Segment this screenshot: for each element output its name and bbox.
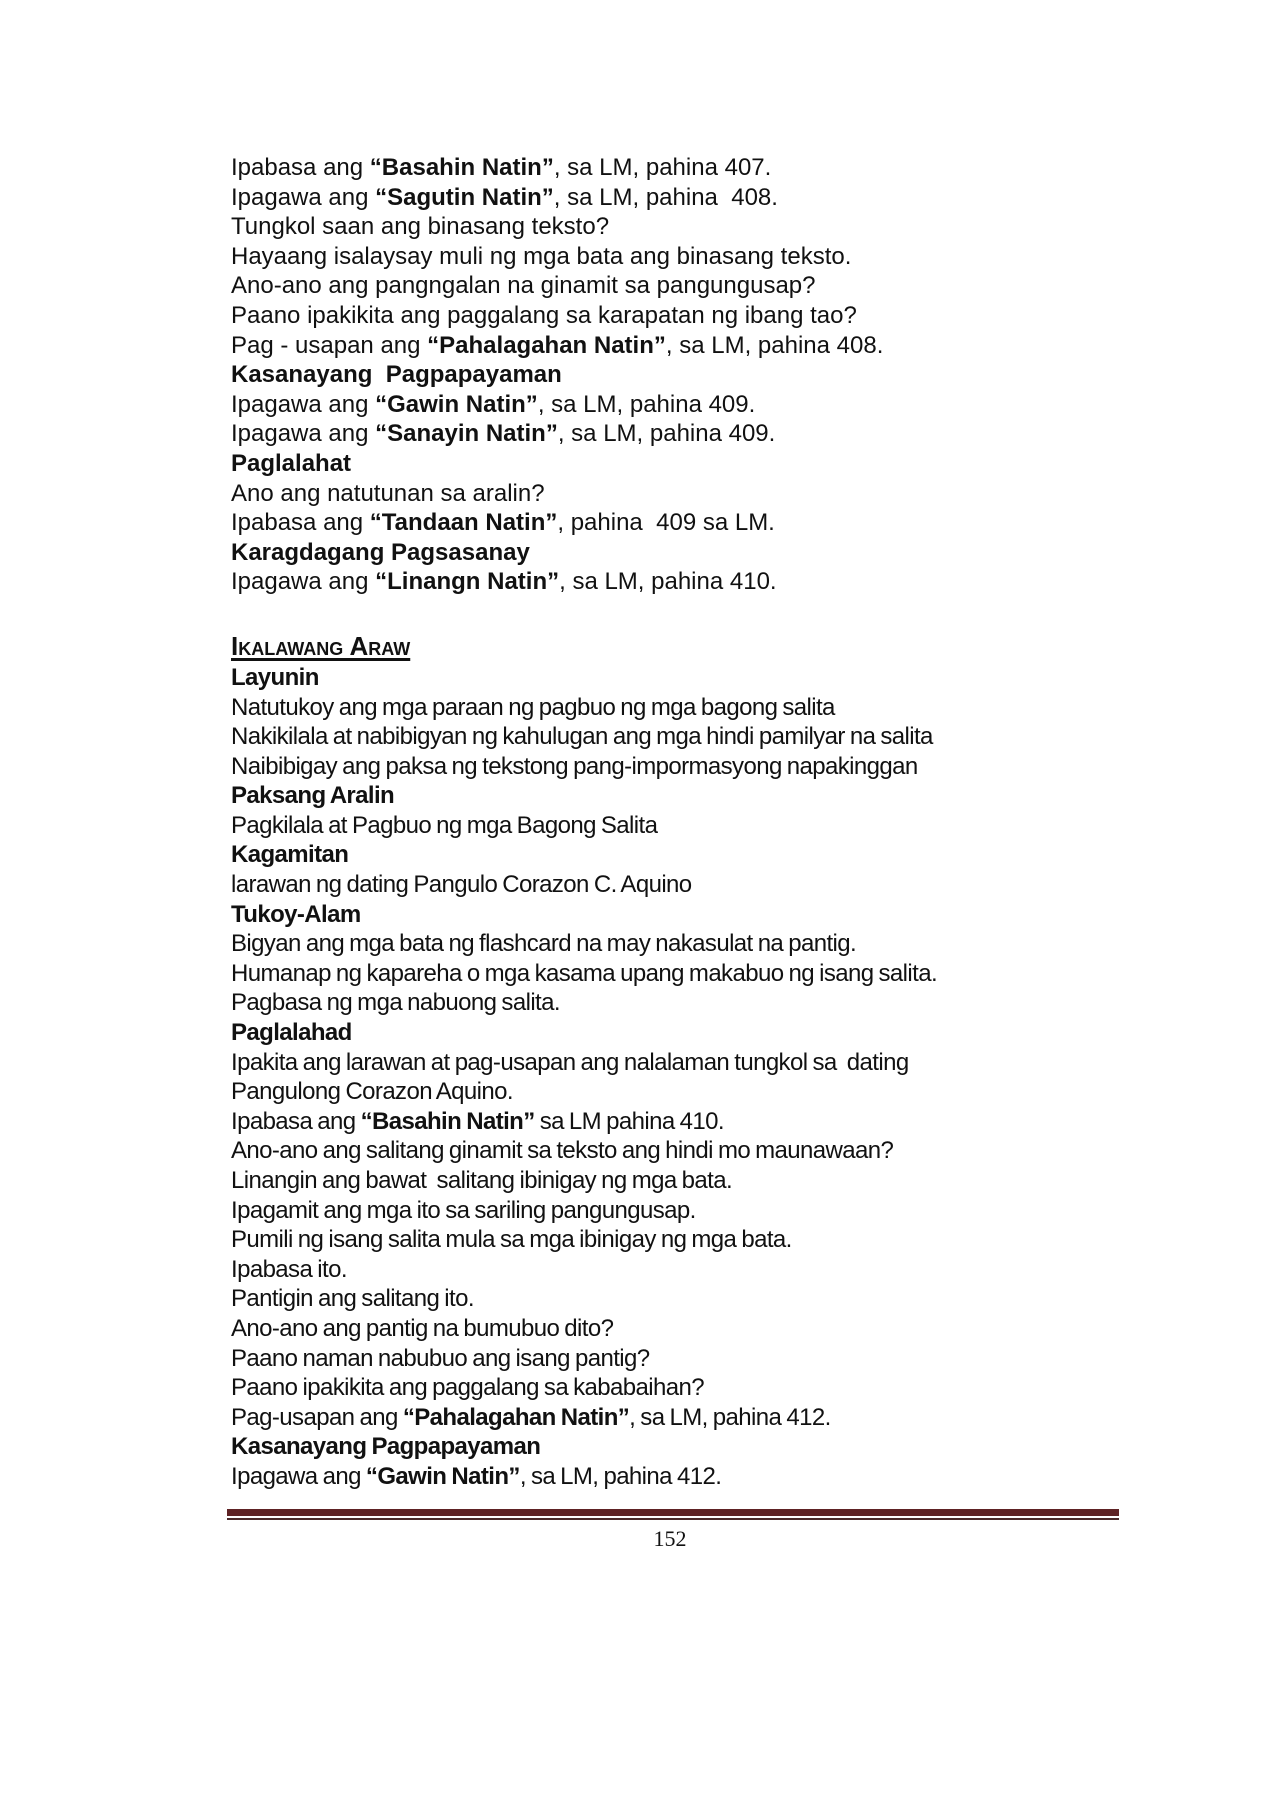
lm-section-reference: “Linangn Natin”	[375, 568, 560, 596]
line-text: Ano-ano ang salitang ginamit sa teksto ang hindi mo maunawaan?	[231, 1137, 894, 1165]
text-line	[231, 1077, 1131, 1107]
lm-section-reference: “Gawin Natin”	[365, 1462, 520, 1490]
line-text: Kasanayang Pagpapayaman	[231, 1433, 541, 1461]
text-line	[231, 271, 1131, 301]
page-content	[231, 153, 1131, 1492]
line-text: Naibibigay ang paksa ng tekstong pang-impormasyong napakinggan	[231, 752, 918, 780]
line-text: Pagbasa ng mga nabuong salita.	[231, 989, 560, 1017]
line-text: Karagdagang Pagsasanay	[231, 538, 530, 566]
text-line	[231, 1166, 1131, 1196]
text-line	[231, 1284, 1131, 1314]
line-text: Ano ang natutunan sa aralin?	[231, 479, 545, 507]
line-text: Paglalahat	[231, 449, 352, 477]
line-text: Linangin ang bawat salitang ibinigay ng mga bata.	[231, 1167, 733, 1194]
subheading	[231, 1432, 1131, 1462]
line-text: Hayaang isalaysay muli ng mga bata ang binasang teksto.	[231, 242, 852, 270]
text-line	[231, 1225, 1131, 1255]
line-text: Pagkilala at Pagbuo ng mga Bagong Salita	[231, 811, 658, 839]
subheading	[231, 840, 1131, 870]
line-text-suffix: , sa LM, pahina 412.	[629, 1403, 831, 1431]
line-text: Pag-usapan ang	[231, 1403, 403, 1431]
line-text-suffix: , sa LM, pahina 409.	[537, 390, 756, 418]
line-text-suffix: , sa LM, pahina 409.	[557, 420, 776, 448]
text-line	[231, 722, 1131, 752]
line-text: Ipagawa ang	[231, 420, 376, 448]
line-text-suffix: sa LM pahina 410.	[534, 1107, 724, 1135]
lm-section-reference: “Basahin Natin”	[360, 1107, 535, 1135]
page-number: 152	[653, 1526, 687, 1551]
line-text: Nakikilala at nabibigyan ng kahulugan ang mga hindi pamilyar na salita	[231, 723, 933, 751]
text-line	[231, 153, 1131, 183]
line-text: Pangulong Corazon Aquino.	[231, 1078, 513, 1106]
text-line	[231, 693, 1131, 723]
line-text: Ano-ano ang pangngalan na ginamit sa pangungusap?	[231, 272, 816, 300]
footer-rule-thick	[227, 1509, 1119, 1516]
subheading	[231, 538, 1131, 568]
line-text-suffix: , sa LM, pahina 410.	[559, 568, 777, 596]
line-text: Pag - usapan ang	[231, 331, 428, 359]
line-text: Tungkol saan ang binasang teksto?	[231, 213, 610, 241]
line-text: Ipagawa ang	[231, 390, 376, 418]
text-line	[231, 479, 1131, 509]
text-line	[231, 1403, 1131, 1433]
text-line	[231, 959, 1131, 989]
line-text: Kasanayang Pagpapayaman	[231, 361, 562, 389]
text-line	[231, 929, 1131, 959]
line-text: Ipabasa ang	[231, 1107, 361, 1135]
lm-section-reference: “Tandaan Natin”	[369, 509, 558, 537]
text-line	[231, 752, 1131, 782]
line-text: Ipagamit ang mga ito sa sariling pangungusap.	[231, 1196, 696, 1224]
text-line	[231, 301, 1131, 331]
text-line	[231, 1255, 1131, 1285]
subheading	[231, 1018, 1131, 1048]
text-line	[231, 1107, 1131, 1137]
subheading	[231, 900, 1131, 930]
lm-section-reference: “Gawin Natin”	[375, 390, 538, 418]
lm-section-reference: “Pahalagahan Natin”	[402, 1403, 630, 1431]
line-text-suffix: , sa LM, pahina 408.	[665, 331, 884, 359]
line-text: Paano ipakikita ang paggalang sa kababaihan?	[231, 1374, 705, 1402]
subheading	[231, 449, 1131, 479]
line-text: Bigyan ang mga bata ng flashcard na may nakasulat na pantig.	[231, 930, 857, 958]
line-text: Kagamitan	[231, 841, 349, 869]
text-line	[231, 870, 1131, 900]
text-line	[231, 419, 1131, 449]
text-line	[231, 1373, 1131, 1403]
text-line	[231, 331, 1131, 361]
text-line	[231, 1314, 1131, 1344]
text-line	[231, 1136, 1131, 1166]
text-line	[231, 1048, 1131, 1078]
text-line	[231, 508, 1131, 538]
line-text: Paglalahad	[231, 1019, 352, 1047]
text-line	[231, 212, 1131, 242]
text-line	[231, 242, 1131, 272]
line-text: Pantigin ang salitang ito.	[231, 1285, 474, 1313]
line-text-suffix: , sa LM, pahina 412.	[519, 1462, 722, 1490]
line-text: Layunin	[231, 663, 319, 691]
line-text: Ipakita ang larawan at pag-usapan ang nalalaman tungkol sa dating	[231, 1048, 909, 1076]
footer-rule-thin	[227, 1518, 1119, 1520]
line-text: Ipabasa ang	[231, 509, 370, 537]
subheading	[231, 663, 1131, 693]
text-line	[231, 1462, 1131, 1492]
line-text: larawan ng dating Pangulo Corazon C. Aquino	[231, 871, 692, 899]
section-title-ikalawang-araw: Ikalawang Araw	[231, 630, 411, 661]
lm-section-reference: “Basahin Natin”	[369, 154, 554, 181]
lesson-day-two	[231, 663, 1131, 1492]
line-text: Natutukoy ang mga paraan ng pagbuo ng mga bagong salita	[231, 693, 835, 721]
text-line	[231, 1196, 1131, 1226]
lm-section-reference: “Pahalagahan Natin”	[427, 331, 666, 359]
text-line	[231, 1344, 1131, 1374]
line-text-suffix: , sa LM, pahina 408.	[553, 183, 778, 211]
text-line	[231, 567, 1131, 597]
lm-section-reference: “Sagutin Natin”	[375, 183, 554, 211]
line-text: Pumili ng isang salita mula sa mga ibinigay ng mga bata.	[231, 1226, 792, 1254]
line-text-suffix: , pahina 409 sa LM.	[557, 509, 775, 537]
line-text: Tukoy-Alam	[231, 900, 361, 928]
text-line	[231, 988, 1131, 1018]
text-line	[231, 811, 1131, 841]
text-line	[231, 183, 1131, 213]
footer-rule	[227, 1509, 1119, 1520]
lesson-day-one-continuation	[231, 153, 1131, 597]
line-text: Ipabasa ang	[231, 154, 370, 181]
line-text: Paksang Aralin	[231, 782, 395, 810]
subheading	[231, 360, 1131, 390]
line-text: Ipabasa ito.	[231, 1255, 347, 1283]
line-text: Ipagawa ang	[231, 183, 376, 211]
line-text: Paano naman nabubuo ang isang pantig?	[231, 1344, 650, 1372]
line-text: Paano ipakikita ang paggalang sa karapatan ng ibang tao?	[231, 301, 857, 329]
line-text: Ano-ano ang pantig na bumubuo dito?	[231, 1314, 614, 1342]
line-text-suffix: , sa LM, pahina 407.	[553, 154, 772, 181]
lm-section-reference: “Sanayin Natin”	[375, 420, 558, 448]
line-text: Ipagawa ang	[231, 1462, 366, 1490]
text-line	[231, 390, 1131, 420]
section-spacer	[231, 597, 1131, 631]
line-text: Humanap ng kapareha o mga kasama upang makabuo ng isang salita.	[231, 959, 938, 987]
line-text: Ipagawa ang	[231, 568, 376, 596]
subheading	[231, 781, 1131, 811]
